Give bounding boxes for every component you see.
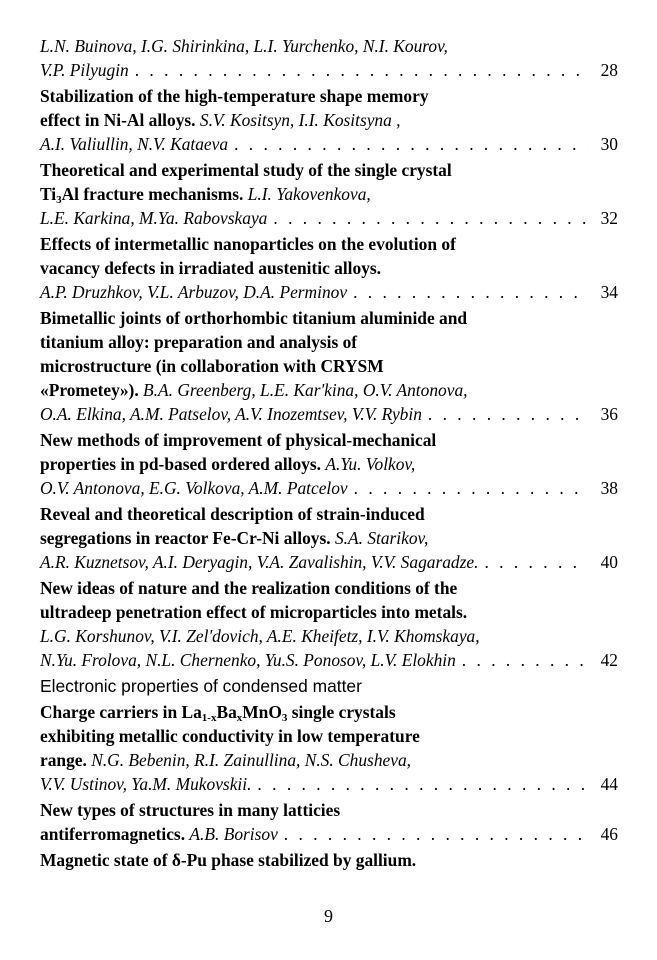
toc-entry bbox=[40, 576, 618, 672]
dot-leader bbox=[234, 132, 588, 156]
toc-entry bbox=[40, 158, 618, 230]
entry-title-line: Stabilization of the high-temperature shape memory bbox=[40, 86, 429, 106]
dot-leader bbox=[353, 280, 588, 304]
entry-authors-line: L.G. Korshunov, V.I. Zel'dovich, A.E. Kheifetz, I.V. Khomskaya, bbox=[40, 626, 480, 646]
dot-leader bbox=[284, 822, 588, 846]
entry-title-line: «Prometey»). B.A. Greenberg, L.E. Kar'kina, O.V. Antonova, bbox=[40, 380, 468, 400]
toc-entry bbox=[40, 798, 618, 846]
toc-entry bbox=[40, 84, 618, 156]
entry-title-line: exhibiting metallic conductivity in low temperature bbox=[40, 726, 420, 746]
entry-authors-line: V.P. Pilyugin . . . 28 bbox=[40, 58, 618, 82]
entry-authors-line: A.R. Kuznetsov, A.I. Deryagin, V.A. Zavalishin, V.V. Sagaradze. . . . 40 bbox=[40, 550, 618, 574]
entry-title-line: antiferromagnetics. A.B. Borisov . . . 46 bbox=[40, 822, 618, 846]
entry-authors-line: L.N. Buinova, I.G. Shirinkina, L.I. Yurchenko, N.I. Kourov, bbox=[40, 36, 448, 56]
entry-title-line: New ideas of nature and the realization conditions of the bbox=[40, 578, 458, 598]
entry-title-line: ultradeep penetration effect of microparticles into metals. bbox=[40, 602, 468, 622]
dot-leader bbox=[257, 772, 588, 796]
dot-leader bbox=[354, 476, 588, 500]
entry-authors-line: N.Yu. Frolova, N.L. Chernenko, Yu.S. Ponosov, L.V. Elokhin . . . 42 bbox=[40, 648, 618, 672]
entry-title-line: Charge carriers in $La_{1-x}Ba_xMnO_3$ single crystals bbox=[40, 702, 396, 724]
entry-authors-line: L.E. Karkina, M.Ya. Rabovskaya . . . 32 bbox=[40, 206, 618, 230]
page-number: 40 bbox=[600, 552, 618, 572]
entry-title-line: Bimetallic joints of orthorhombic titanium aluminide and bbox=[40, 308, 468, 328]
entry-title-line: range. N.G. Bebenin, R.I. Zainullina, N.S. Chusheva, bbox=[40, 750, 411, 770]
toc-entry bbox=[40, 232, 618, 304]
dot-leader bbox=[428, 402, 588, 426]
entry-title-line: Reveal and theoretical description of strain-induced bbox=[40, 504, 425, 524]
dot-leader bbox=[273, 206, 588, 230]
page-number: 42 bbox=[600, 650, 618, 670]
entry-title-line: properties in pd-based ordered alloys. A.Yu. Volkov, bbox=[40, 454, 416, 474]
page-number: 36 bbox=[600, 404, 618, 424]
dot-leader bbox=[484, 550, 588, 574]
entry-title-line: New types of structures in many latticies bbox=[40, 800, 341, 820]
entry-authors-line: O.A. Elkina, A.M. Patselov, A.V. Inozemtsev, V.V. Rybin . . . 36 bbox=[40, 402, 618, 426]
entry-authors-line: A.I. Valiullin, N.V. Kataeva . . . 30 bbox=[40, 132, 618, 156]
toc-entry bbox=[40, 848, 618, 872]
entry-title-line: Effects of intermetallic nanoparticles on the evolution of bbox=[40, 234, 456, 254]
entry-title-line: $Ti_3Al$ fracture mechanisms. L.I. Yakovenkova, bbox=[40, 184, 371, 206]
entry-title-line: vacancy defects in irradiated austenitic alloys. bbox=[40, 258, 382, 278]
page-number: 38 bbox=[600, 478, 618, 498]
page-number: 34 bbox=[600, 282, 618, 302]
toc-entry bbox=[40, 700, 618, 796]
toc-entry bbox=[40, 428, 618, 500]
page-number: 44 bbox=[600, 774, 618, 794]
section-heading: Electronic properties of condensed matter bbox=[40, 676, 362, 696]
entry-title-line: Magnetic state of δ-Pu phase stabilized by gallium. bbox=[40, 850, 417, 870]
entry-title-line: titanium alloy: preparation and analysis of bbox=[40, 332, 358, 352]
page-number: 28 bbox=[600, 60, 618, 80]
entry-title-line: New methods of improvement of physical-mechanical bbox=[40, 430, 437, 450]
page-number: 30 bbox=[600, 134, 618, 154]
footer-page-number: 9 bbox=[324, 906, 333, 926]
entry-authors-line: O.V. Antonova, E.G. Volkova, A.M. Patcelov . . . 38 bbox=[40, 476, 618, 500]
page-number: 32 bbox=[600, 208, 618, 228]
page-number: 46 bbox=[600, 824, 618, 844]
entry-authors-line: A.P. Druzhkov, V.L. Arbuzov, D.A. Perminov . . . 34 bbox=[40, 280, 618, 304]
entry-title-line: Theoretical and experimental study of the single crystal bbox=[40, 160, 452, 180]
toc-entry bbox=[40, 502, 618, 574]
table-of-contents bbox=[40, 34, 618, 874]
entry-title-line: microstructure (in collaboration with CRYSM bbox=[40, 356, 384, 376]
dot-leader bbox=[462, 648, 588, 672]
entry-authors-line: V.V. Ustinov, Ya.M. Mukovskii. . . . 44 bbox=[40, 772, 618, 796]
dot-leader bbox=[135, 58, 588, 82]
entry-title-line: segregations in reactor Fe-Cr-Ni alloys. S.A. Starikov, bbox=[40, 528, 429, 548]
toc-entry bbox=[40, 306, 618, 426]
entry-title-line: effect in Ni-Al alloys. S.V. Kositsyn, I.I. Kositsyna , bbox=[40, 110, 401, 130]
toc-entry bbox=[40, 34, 618, 82]
